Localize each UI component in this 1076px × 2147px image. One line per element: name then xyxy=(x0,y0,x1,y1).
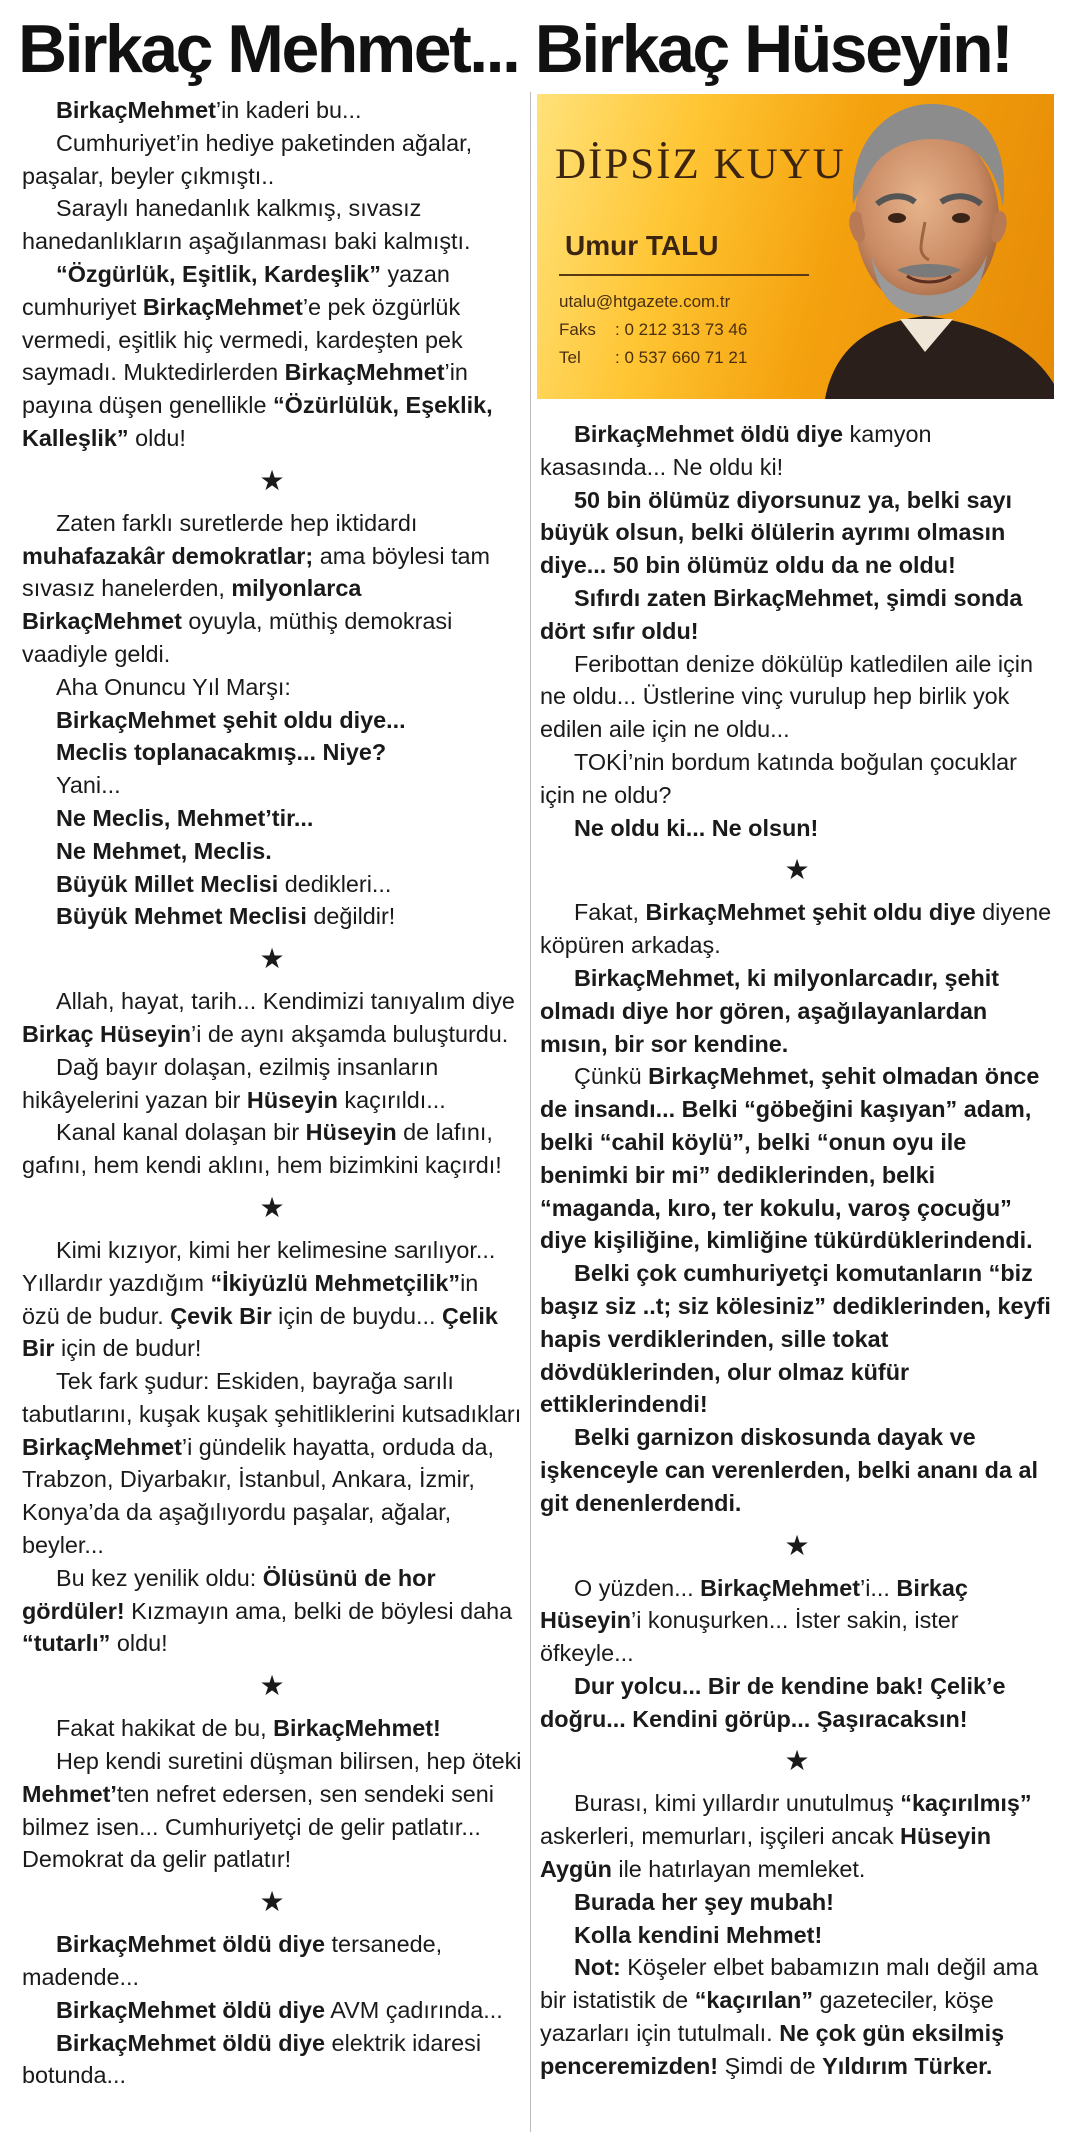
star-separator: ★ xyxy=(259,943,285,975)
text-run: Burası, kimi yıllardır unutulmuş xyxy=(574,1790,901,1817)
bold-text: “kaçırılan” xyxy=(694,1987,814,2014)
text-run: ’in payına düşen genellikle xyxy=(22,359,468,419)
paragraph xyxy=(540,1257,1054,1421)
bold-text: “tutarlı” xyxy=(22,1630,111,1657)
author-fax xyxy=(559,316,747,344)
text-run: Şimdi de xyxy=(718,2052,823,2079)
paragraph: Saraylı hanedanlık kalkmış, sıvasız hanedanlıkların aşağılanması baki kalmıştı. xyxy=(22,195,471,255)
text-run: kaçırıldı... xyxy=(337,1086,446,1113)
paragraph xyxy=(22,1562,522,1660)
paragraph xyxy=(540,1421,1054,1519)
fax-number: : 0 212 313 73 46 xyxy=(615,320,748,339)
left-column xyxy=(22,94,522,2092)
text-run: diyene köpüren arkadaş. xyxy=(540,899,1052,959)
paragraph xyxy=(540,962,1054,1060)
paragraph xyxy=(540,418,1054,484)
text-run: Fakat hakikat de bu, xyxy=(56,1715,274,1742)
bold-text: BirkaçMehmet xyxy=(142,293,303,320)
paragraph xyxy=(540,582,1054,648)
text-run: dedikleri... xyxy=(278,870,392,897)
paragraph: Cumhuriyet’in hediye paketinden ağalar, paşalar, beyler çıkmıştı.. xyxy=(22,129,473,189)
bold-text: BirkaçMehmet şehit oldu diye xyxy=(645,899,976,926)
columnist-box xyxy=(537,94,1054,399)
column-divider xyxy=(530,92,531,2132)
bold-text: Burada her şey mubah! xyxy=(574,1888,834,1915)
paragraph xyxy=(22,1365,522,1562)
bold-text: Büyük Mehmet Meclisi xyxy=(56,903,307,930)
text-run: Zaten farklı suretlerde hep iktidardı xyxy=(56,509,418,536)
paragraph xyxy=(22,736,522,769)
paragraph: Yani... xyxy=(56,772,121,799)
paragraph xyxy=(540,1886,1054,1919)
text-run: Bu kez yenilik oldu: xyxy=(56,1564,263,1591)
bold-text: Hüseyin xyxy=(246,1086,338,1113)
paragraph xyxy=(22,1712,522,1745)
text-run: ten nefret edersen, sen sendeki seni bilmez isen... Cumhuriyetçi de gelir patlatır... Demokrat da gelir patlatır! xyxy=(22,1780,494,1873)
text-run: ’i de aynı akşamda buluşturdu. xyxy=(191,1020,509,1047)
bold-text: Meclis toplanacakmış... Niye? xyxy=(56,739,387,766)
bold-text: Kolla kendini Mehmet! xyxy=(574,1921,823,1948)
text-run: Dağ bayır dolaşan, ezilmiş insanların hikâyelerini yazan bir xyxy=(22,1053,439,1113)
text-run: Kızmayın ama, belki de böylesi daha xyxy=(124,1597,513,1624)
bold-text: Hüseyin Aygün xyxy=(540,1823,992,1883)
text-run: askerleri, memurları, işçileri ancak xyxy=(540,1823,901,1850)
star-separator: ★ xyxy=(259,1886,285,1918)
bold-text: Birkaç Hüseyin xyxy=(22,1020,192,1047)
bold-text: BirkaçMehmet xyxy=(56,97,216,123)
paragraph xyxy=(22,985,522,1051)
bold-text: BirkaçMehmet öldü diye xyxy=(574,421,844,447)
headline: Birkaç Mehmet... Birkaç Hüseyin! xyxy=(18,11,1012,87)
bold-text: Ne Mehmet, Meclis. xyxy=(56,837,272,864)
text-run: Çünkü xyxy=(574,1063,649,1090)
star-separator: ★ xyxy=(784,1529,810,1561)
text-run: ’e pek özgürlük vermedi, eşitlik hiç vermedi, kardeşten pek saymadı. Muktedirlerden xyxy=(22,293,463,386)
paragraph xyxy=(540,1787,1054,1885)
bold-text: BirkaçMehmet xyxy=(22,1433,182,1460)
bold-text: Çelik Bir xyxy=(22,1302,498,1362)
text-run: ’in kaderi bu... xyxy=(215,97,362,123)
bold-text: BirkaçMehmet! xyxy=(273,1715,441,1742)
bold-text: Sıfırdı zaten BirkaçMehmet, şimdi sonda dört sıfır oldu! xyxy=(540,584,1023,644)
bold-text: BirkaçMehmet öldü diye xyxy=(56,1996,326,2023)
right-column xyxy=(540,418,1054,2083)
bold-text: BirkaçMehmet, ki milyonlarcadır, şehit olmadı diye hor gören, aşağılayanlardan mısın, bir sor kendine. xyxy=(540,964,1000,1057)
text-run: için de budur! xyxy=(54,1335,202,1362)
text-run: Hep kendi suretini düşman bilirsen, hep öteki xyxy=(56,1748,522,1775)
text-run: AVM çadırında... xyxy=(325,1996,503,2023)
bold-text: Ne Meclis, Mehmet’tir... xyxy=(56,804,314,831)
bold-text: “Özürlülük, Eşeklik, Kalleşlik” xyxy=(22,392,493,451)
text-run: Fakat, xyxy=(574,899,646,926)
author-rule xyxy=(559,274,809,276)
paragraph xyxy=(22,1994,522,2027)
text-run: oyuyla, müthiş demokrasi vaadiyle geldi. xyxy=(22,608,453,667)
bold-text: Büyük Millet Meclisi xyxy=(56,870,279,897)
bold-text: 50 bin ölümüz diyorsunuz ya, belki sayı büyük olsun, belki ölülerin ayrımı olmasın diye... 50 bin ölümüz oldu da ne oldu! xyxy=(540,486,1013,579)
bold-text: Yıldırım Türker. xyxy=(822,2052,993,2079)
paragraph xyxy=(22,835,522,868)
bold-text: BirkaçMehmet xyxy=(284,359,445,386)
paragraph xyxy=(22,1116,522,1182)
text-run: in özü de budur. xyxy=(22,1269,479,1329)
text-run: ’i... xyxy=(860,1574,897,1601)
bold-text: Birkaç Hüseyin xyxy=(540,1574,968,1634)
paragraph xyxy=(22,1745,522,1876)
author-email[interactable]: utalu@htgazete.com.tr xyxy=(559,292,731,311)
text-run: ’i gündelik hayatta, orduda da, Trabzon, Diyarbakır, İstanbul, Ankara, İzmir, Konya’da da aşağılıyordu paşalar, ağalar, beyler... xyxy=(22,1433,495,1559)
tel-number: : 0 537 660 71 21 xyxy=(615,348,748,367)
bold-text: “İkiyüzlü Mehmetçilik” xyxy=(210,1269,461,1296)
bold-text: milyonlarca BirkaçMehmet xyxy=(22,575,362,635)
paragraph xyxy=(540,484,1054,582)
text-run: ’i konuşurken... İster sakin, ister öfkeyle... xyxy=(540,1607,959,1667)
text-run: değildir! xyxy=(306,903,396,930)
bold-text: Dur yolcu... Bir de kendine bak! Çelik’e doğru... Kendini görüp... Şaşıracaksın! xyxy=(540,1672,1006,1732)
paragraph xyxy=(22,704,522,737)
paragraph xyxy=(22,507,522,671)
text-run: gazeteciler, köşe yazarları için tutulmalı. xyxy=(540,1987,994,2047)
paragraph xyxy=(22,1928,522,1994)
bold-text: Mehmet’ xyxy=(22,1780,117,1807)
paragraph xyxy=(22,802,522,835)
author-contact xyxy=(559,288,747,372)
tel-label: Tel xyxy=(559,348,581,367)
text-run: yazan cumhuriyet xyxy=(22,260,450,320)
paragraph xyxy=(22,1234,522,1365)
bold-text: BirkaçMehmet öldü diye xyxy=(56,1931,326,1958)
bold-text: BirkaçMehmet öldü diye xyxy=(56,2029,326,2056)
paragraph xyxy=(22,1051,522,1117)
text-run: elektrik idaresi botunda... xyxy=(22,2029,482,2089)
paragraph xyxy=(22,94,522,127)
text-run: Kimi kızıyor, kimi her kelimesine sarılıyor... Yıllardır yazdığım xyxy=(22,1236,496,1296)
bold-text: Ne çok gün eksilmiş penceremizden! xyxy=(540,2020,1005,2079)
bold-text: BirkaçMehmet xyxy=(700,1574,861,1601)
paragraph xyxy=(22,2027,522,2093)
text-run: oldu! xyxy=(110,1630,168,1657)
bold-text: Ne oldu ki... Ne olsun! xyxy=(574,814,819,841)
paragraph: Feribottan denize dökülüp katledilen aile için ne oldu... Üstlerine vinç vurulup hep birlik yok edilen aile için ne oldu... xyxy=(540,650,1034,743)
text-run: ile hatırlayan memleket. xyxy=(611,1856,866,1883)
paragraph xyxy=(540,1919,1054,1952)
star-separator: ★ xyxy=(784,854,810,886)
paragraph: Aha Onuncu Yıl Marşı: xyxy=(56,673,291,700)
star-separator: ★ xyxy=(259,464,285,496)
text-run: de lafını, gafını, hem kendi aklını, hem bizimkini kaçırdı! xyxy=(22,1119,502,1179)
paragraph: TOKİ’nin bordum katında boğulan çocuklar için ne oldu? xyxy=(540,748,1017,808)
text-run: tersanede, madende... xyxy=(22,1931,443,1991)
paragraph xyxy=(540,812,1054,845)
text-run: Allah, hayat, tarih... Kendimizi tanıyalım diye xyxy=(56,988,515,1015)
bold-text: Hüseyin xyxy=(305,1119,397,1146)
star-separator: ★ xyxy=(784,1745,810,1777)
bold-text: “kaçırılmış” xyxy=(900,1790,1032,1817)
bold-text: BirkaçMehmet, şehit olmadan önce de insandı... Belki “göbeğini kaşıyan” adam, belki “cahil köylü”, belki “onun oyu ile benimki bir mi” dediklerinden, belki “maganda, kıro, ter kokulu, varoş çocuğu” diye kişiliğine, kimliğine tükürdüklerindendi. xyxy=(540,1063,1040,1254)
bold-text: Not: xyxy=(574,1954,621,1981)
author-portrait-icon xyxy=(805,94,1054,399)
paragraph xyxy=(540,1572,1054,1670)
bold-text: muhafazakâr demokratlar; xyxy=(22,542,314,569)
paragraph xyxy=(540,1060,1054,1257)
column-title: DİPSİZ KUYU xyxy=(555,141,846,188)
bold-text: Belki çok cumhuriyetçi komutanların “biz başız siz ..t; siz kölesiniz” dediklerinden, keyfi hapis verdiklerinden, sille tokat dövdüklerinden, olur olmaz küfür ettiklerindendi! xyxy=(540,1260,1051,1418)
paragraph xyxy=(540,1670,1054,1736)
bold-text: Ölüsünü de hor gördüler! xyxy=(22,1564,436,1624)
bold-text: BirkaçMehmet şehit oldu diye... xyxy=(56,706,406,733)
bold-text: Belki garnizon diskosunda dayak ve işkenceyle can verenlerden, belki ananı da al git denenlerdendi. xyxy=(540,1424,1038,1516)
fax-label: Faks xyxy=(559,320,596,339)
text-run: O yüzden... xyxy=(574,1574,701,1601)
bold-text: “Özgürlük, Eşitlik, Kardeşlik” xyxy=(56,260,381,287)
text-run: Köşeler elbet babamızın malı değil ama bir istatistik de xyxy=(540,1954,1039,2014)
text-run: ama böylesi tam sıvasız hanelerden, xyxy=(22,542,491,602)
paragraph xyxy=(540,896,1054,962)
star-separator: ★ xyxy=(259,1191,285,1223)
text-run: kamyon kasasında... Ne oldu ki! xyxy=(540,421,932,480)
paragraph xyxy=(22,900,522,933)
text-run: Tek fark şudur: Eskiden, bayrağa sarılı tabutlarını, kuşak kuşak şehitliklerini kutsadıkları xyxy=(22,1368,522,1427)
text-run: oldu! xyxy=(128,424,186,451)
author-name: Umur TALU xyxy=(565,230,719,261)
text-run: Kanal kanal dolaşan bir xyxy=(56,1119,306,1146)
bold-text: Çevik Bir xyxy=(170,1302,272,1329)
paragraph xyxy=(22,258,522,455)
paragraph xyxy=(540,1951,1054,2082)
paragraph xyxy=(22,868,522,901)
text-run: için de buydu... xyxy=(271,1302,443,1329)
author-tel xyxy=(559,344,747,372)
star-separator: ★ xyxy=(259,1670,285,1702)
